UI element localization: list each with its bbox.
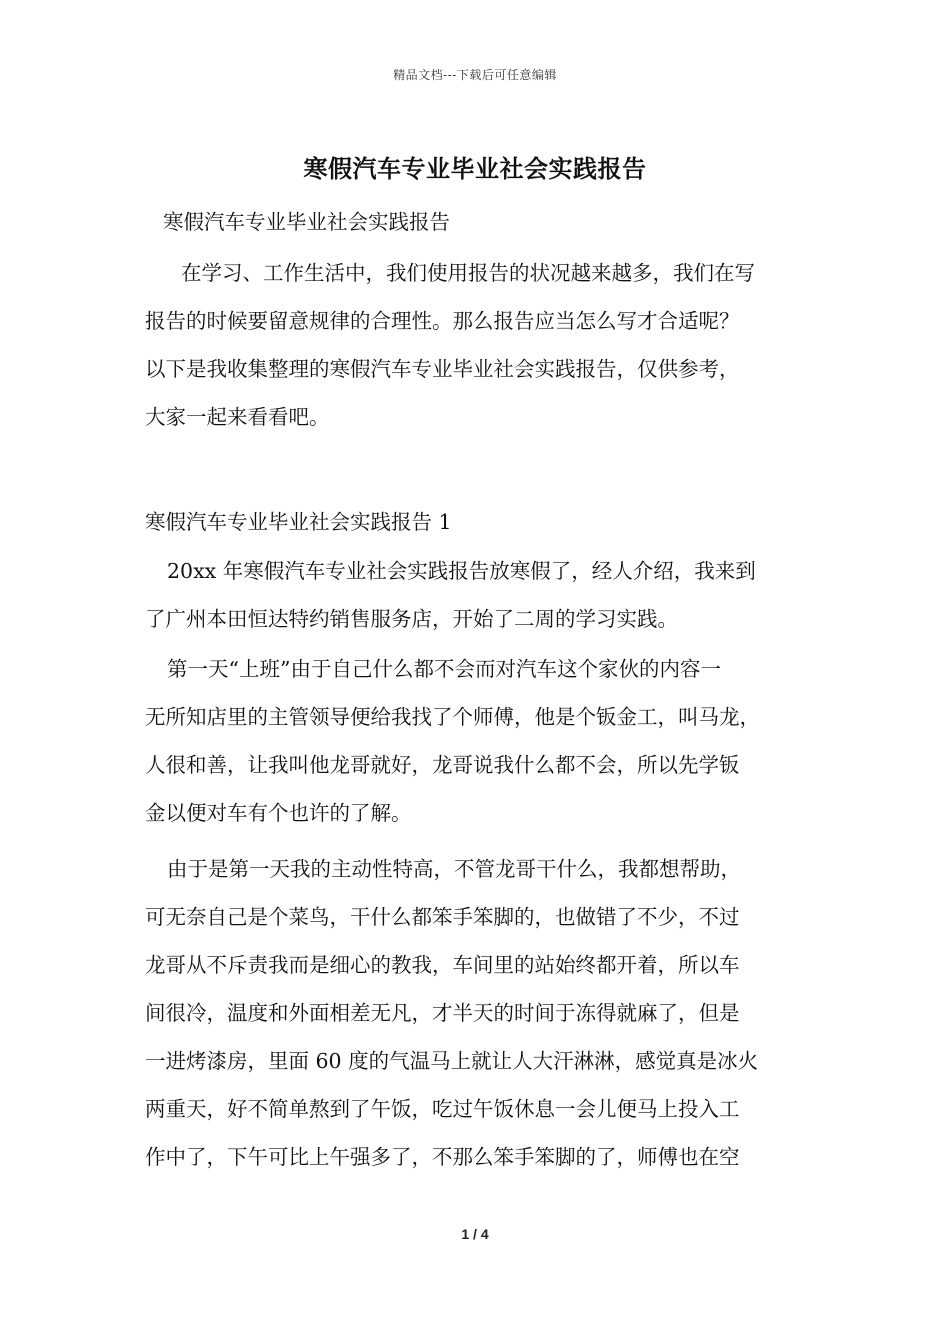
document-title: 寒假汽车专业毕业社会实践报告: [303, 154, 647, 183]
paragraph-line: 作中了，下午可比上午强多了，不那么笨手笨脚的了，师傅也在空: [145, 1145, 740, 1169]
paragraph-line: 两重天，好不简单熬到了午饭，吃过午饭休息一会儿便马上投入工: [145, 1097, 740, 1121]
intro-line: 报告的时候要留意规律的合理性。那么报告应当怎么写才合适呢？: [145, 309, 740, 333]
paragraph-3: [145, 845, 825, 1181]
paragraph-line: 了广州本田恒达特约销售服务店，开始了二周的学习实践。: [145, 607, 678, 631]
intro-line: 以下是我收集整理的寒假汽车专业毕业社会实践报告，仅供参考，: [145, 357, 740, 381]
paragraph-line: 由于是第一天我的主动性特高，不管龙哥干什么，我都想帮助，: [167, 857, 741, 881]
paragraph-line: 无所知店里的主管领导便给我找了个师傅，他是个钣金工，叫马龙，: [145, 705, 760, 729]
paragraph-line: 一进烤漆房，里面 60 度的气温马上就让人大汗淋淋，感觉真是冰火: [145, 1049, 759, 1073]
paragraph-line: 人很和善，让我叫他龙哥就好，龙哥说我什么都不会，所以先学钣: [145, 753, 740, 777]
subtitle-line: 寒假汽车专业毕业社会实践报告: [163, 210, 450, 234]
page-header: 精品文档---下载后可任意编辑: [393, 68, 557, 82]
section-heading-text: 寒假汽车专业毕业社会实践报告 1: [145, 510, 452, 534]
paragraph-line: 龙哥从不斥责我而是细心的教我，车间里的站始终都开着，所以车: [145, 953, 740, 977]
document-subtitle: [145, 198, 825, 246]
section-heading: [145, 498, 825, 546]
intro-line: 大家一起来看看吧。: [145, 405, 330, 429]
paragraph-line: 金以便对车有个也许的了解。: [145, 801, 412, 825]
paragraph-line: 20xx 年寒假汽车专业社会实践报告放寒假了，经人介绍，我来到: [167, 559, 756, 583]
paragraph-line: 间很冷，温度和外面相差无凡，才半天的时间于冻得就麻了，但是: [145, 1001, 740, 1025]
paragraph-line: 可无奈自己是个菜鸟，干什么都笨手笨脚的，也做错了不少，不过: [145, 905, 740, 929]
intro-line: 在学习、工作生活中，我们使用报告的状况越来越多，我们在写: [181, 261, 755, 285]
intro-paragraph: [145, 249, 825, 441]
paragraph-1: [145, 547, 825, 643]
page-number: 1 / 4: [461, 1226, 489, 1242]
paragraph-2: [145, 645, 825, 837]
paragraph-line: 第一天“上班”由于自己什么都不会而对汽车这个家伙的内容一: [167, 657, 721, 681]
